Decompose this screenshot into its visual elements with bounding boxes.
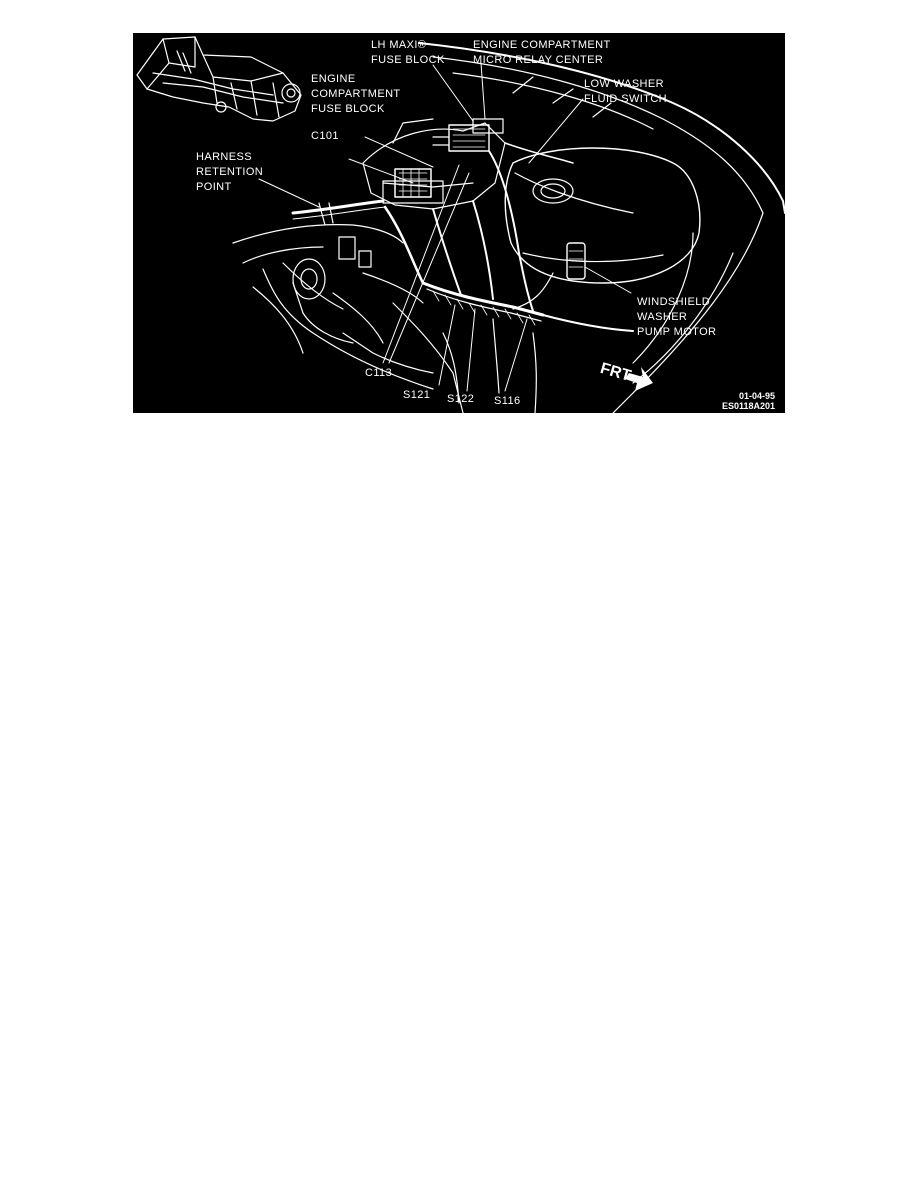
s116-label: S116	[494, 395, 521, 407]
s121-label: S121	[403, 389, 431, 401]
diagram-linework	[133, 33, 785, 413]
c101-label: C101	[311, 130, 339, 142]
low-washer-fluid-switch-label: LOW WASHER FLUID SWITCH	[584, 78, 668, 105]
s122-label: S122	[447, 393, 475, 405]
c113-label: C113	[365, 367, 393, 379]
engine-compartment-diagram	[133, 33, 785, 413]
windshield-washer-pump-motor-label: WINDSHIELD WASHER PUMP MOTOR	[637, 296, 717, 338]
engine-compartment-fuse-block-label: ENGINE COMPARTMENT FUSE BLOCK	[311, 73, 401, 115]
vehicle-locator-inset	[137, 37, 301, 121]
harness-retention-point-label: HARNESS RETENTION POINT	[196, 151, 264, 193]
figure-code: 01-04-95 ES0118A201	[721, 391, 775, 411]
micro-relay-center-label: ENGINE COMPARTMENT MICRO RELAY CENTER	[473, 39, 611, 66]
lh-maxi-fuse-block-label: LH MAXI® FUSE BLOCK	[371, 39, 445, 66]
frt-label: FRT	[598, 360, 633, 385]
